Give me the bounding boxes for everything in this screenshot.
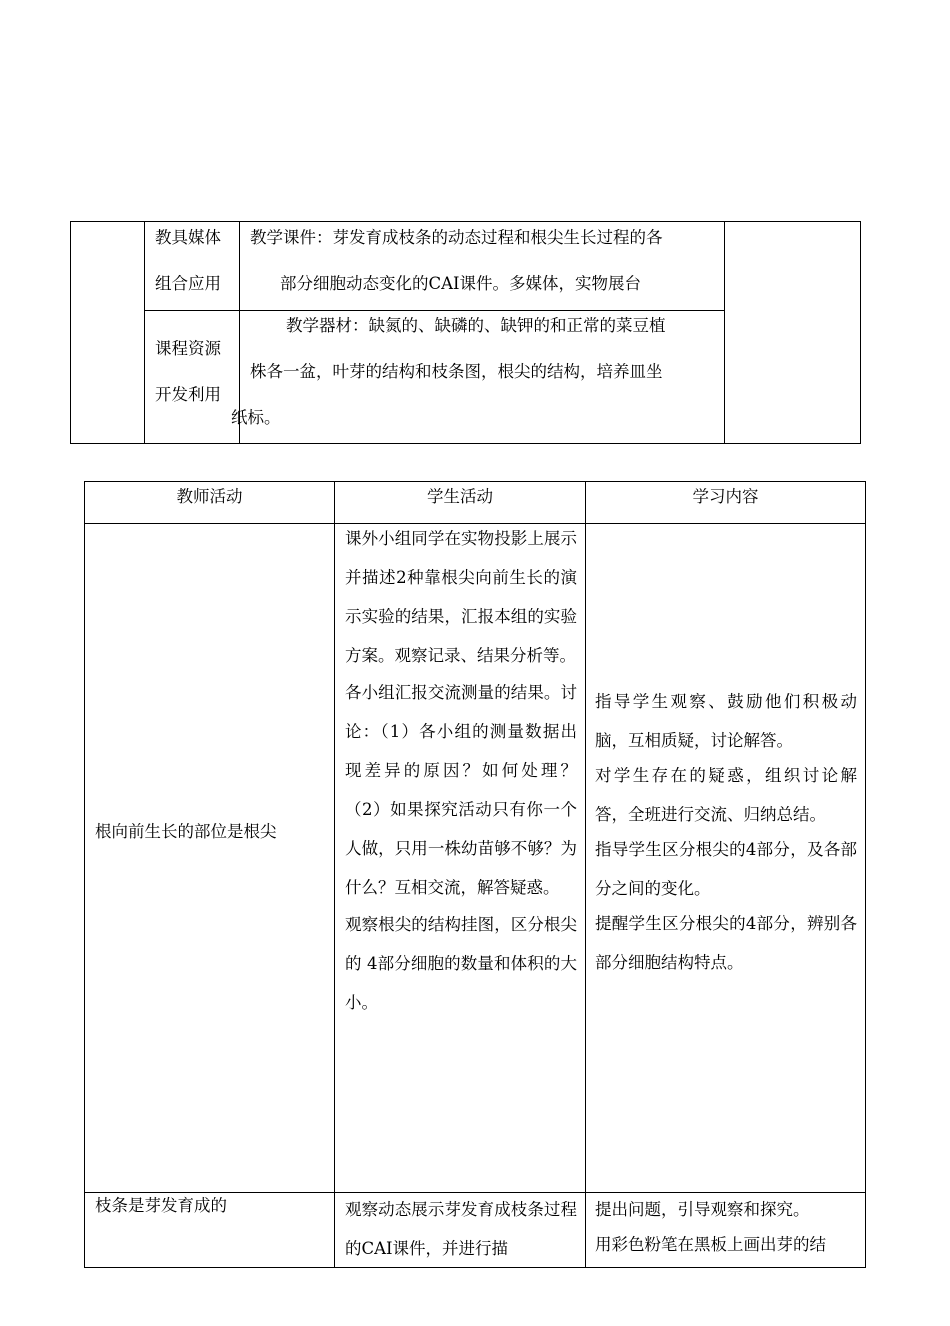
content-paragraph: 提出问题，引导观察和探究。 (595, 1200, 810, 1219)
table-col-divider (334, 481, 335, 1268)
table-col-divider (724, 221, 725, 444)
student-paragraph: 课外小组同学在实物投影上展示并描述2种靠根尖向前生长的演示实验的结果，汇报本组的实验方案。观察记录、结果分析等。 (345, 529, 577, 665)
student-paragraph: 各小组汇报交流测量的结果。讨论：（1）各小组的测量数据出现差异的原因？如何处理？（2）如果探究活动只有你一个人做，只用一株幼苗够不够？为什么？互相交流，解答疑惑。 (345, 683, 577, 897)
teacher-activity-cell: 枝条是芽发育成的 (95, 1196, 227, 1215)
row-label: 组合应用 (155, 274, 221, 293)
content-paragraph: 对学生存在的疑惑，组织讨论解答，全班进行交流、归纳总结。 (595, 766, 857, 824)
row-label: 教具媒体 (155, 228, 221, 247)
table-border-left (70, 221, 71, 444)
student-paragraph: 观察根尖的结构挂图，区分根尖的 4部分细胞的数量和体积的大小。 (345, 915, 577, 1012)
student-activity-cell (345, 1190, 577, 1266)
student-activity-cell (345, 519, 577, 1022)
row-label: 开发利用 (155, 385, 221, 404)
row-content: 教学器材：缺氮的、缺磷的、缺钾的和正常的菜豆植 (286, 316, 666, 335)
table-border-right (865, 481, 866, 1268)
header-learning-content: 学习内容 (692, 487, 759, 506)
row-content: 纸标。 (231, 408, 281, 427)
content-paragraph: 提醒学生区分根尖的4部分，辨别各部分细胞结构特点。 (595, 914, 857, 972)
teacher-activity-cell: 根向前生长的部位是根尖 (95, 822, 277, 841)
table-border-top (84, 481, 866, 482)
table-border-right (860, 221, 861, 444)
row-content: 部分细胞动态变化的CAI课件。多媒体，实物展台 (280, 274, 642, 293)
learning-content-cell (595, 1190, 857, 1266)
table-border-left (84, 481, 85, 1268)
header-student-activity: 学生活动 (427, 487, 493, 506)
row-label: 课程资源 (155, 339, 221, 358)
content-paragraph: 用彩色粉笔在黑板上画出芽的结 (595, 1235, 826, 1254)
table-border-bottom (70, 443, 861, 444)
row-content: 株各一盆，叶芽的结构和枝条图，根尖的结构，培养皿坐 (250, 362, 663, 381)
table-border-bottom (84, 1267, 866, 1268)
header-teacher-activity: 教师活动 (176, 487, 243, 506)
learning-content-cell (595, 682, 857, 982)
content-paragraph: 指导学生观察、鼓励他们积极动脑，互相质疑，讨论解答。 (595, 692, 857, 750)
table-col-divider (144, 221, 145, 444)
student-paragraph: 观察动态展示芽发育成枝条过程的CAI课件，并进行描 (345, 1200, 577, 1258)
content-paragraph: 指导学生区分根尖的4部分，及各部分之间的变化。 (595, 840, 857, 898)
row-content: 教学课件：芽发育成枝条的动态过程和根尖生长过程的各 (250, 228, 663, 247)
table-col-divider (585, 481, 586, 1268)
